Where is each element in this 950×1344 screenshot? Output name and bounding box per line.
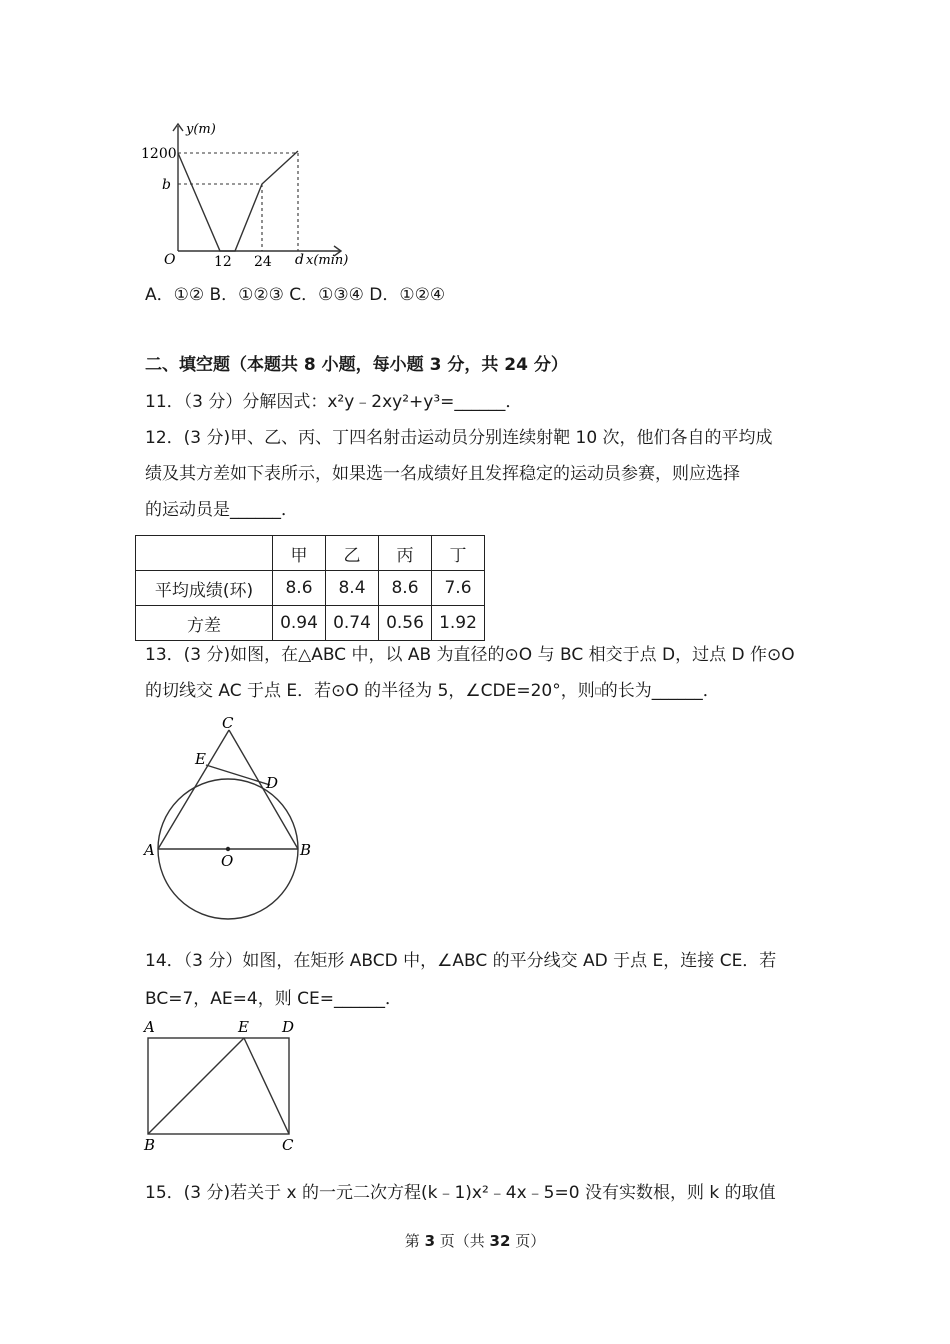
rectangle-figure xyxy=(140,1016,315,1156)
y-tick-b: b xyxy=(162,177,171,193)
bisector-be xyxy=(148,1038,244,1134)
table-cell: 乙 xyxy=(326,536,379,571)
table-row xyxy=(136,571,485,606)
graph-line xyxy=(178,151,298,251)
point-label-d: D xyxy=(282,1018,295,1036)
table-cell: 0.94 xyxy=(273,606,326,641)
q13-line1: 13．(3 分)如图，在△ABC 中，以 AB 为直径的⊙O 与 BC 相交于点 D，过点 D 作⊙O xyxy=(145,645,795,665)
table-cell: 平均成绩(环) xyxy=(136,571,273,606)
table-cell: 方差 xyxy=(136,606,273,641)
center-point xyxy=(226,847,230,851)
distance-time-graph xyxy=(140,118,360,270)
circle-triangle-figure xyxy=(140,710,320,925)
q15-text: 15．(3 分)若关于 x 的一元二次方程(k﹣1)x²﹣4x﹣5=0 没有实数根，则 k 的取值 xyxy=(145,1183,776,1203)
y-axis-label: y(m) xyxy=(186,122,216,137)
total-pages: 32 xyxy=(489,1232,511,1250)
origin-label: O xyxy=(164,252,176,268)
point-label-b: B xyxy=(300,841,312,859)
point-label-e: E xyxy=(195,750,206,768)
point-label-d: D xyxy=(266,774,279,792)
q11-text: 11．（3 分）分解因式：x²y﹣2xy²+y³=______． xyxy=(145,392,523,412)
table-cell: 8.4 xyxy=(326,571,379,606)
point-label-c: C xyxy=(222,714,234,732)
x-axis-label: x(min) xyxy=(306,253,349,268)
point-label-a: A xyxy=(144,1018,155,1036)
q12-line2: 绩及其方差如下表所示，如果选一名成绩好且发挥稳定的运动员参赛，则应选择 xyxy=(145,464,740,484)
q13-line2-part-b: 的长为______． xyxy=(600,681,720,701)
table-row xyxy=(136,606,485,641)
q13-line2 xyxy=(145,681,720,701)
page-number: 3 xyxy=(424,1232,435,1250)
footer-suffix: 页） xyxy=(510,1232,546,1250)
table-cell: 甲 xyxy=(273,536,326,571)
q12-line3: 的运动员是______． xyxy=(145,500,298,520)
segment-ce xyxy=(244,1038,289,1134)
y-tick-1200: 1200 xyxy=(141,146,177,162)
table-header-row xyxy=(136,536,485,571)
table-cell: 1.92 xyxy=(432,606,485,641)
point-label-a: A xyxy=(144,841,155,859)
point-label-b: B xyxy=(144,1136,156,1154)
x-tick-d: d xyxy=(295,252,304,268)
section2-heading: 二、填空题（本题共 8 小题，每小题 3 分，共 24 分） xyxy=(145,355,568,375)
point-label-c: C xyxy=(282,1136,294,1154)
footer-middle: 页（共 xyxy=(435,1232,490,1250)
table-cell: 7.6 xyxy=(432,571,485,606)
q13-line2-part-a: 的切线交 AC 于点 E．若⊙O 的半径为 5，∠CDE=20°，则 xyxy=(145,681,595,701)
table-cell: 8.6 xyxy=(379,571,432,606)
x-tick-24: 24 xyxy=(254,254,272,270)
footer-prefix: 第 xyxy=(404,1232,425,1250)
x-tick-12: 12 xyxy=(214,254,232,270)
table-cell: 丁 xyxy=(432,536,485,571)
point-label-o: O xyxy=(221,852,234,870)
table-cell: 丙 xyxy=(379,536,432,571)
point-label-e: E xyxy=(238,1018,249,1036)
q10-options: A．①② B．①②③ C．①③④ D．①②④ xyxy=(145,285,446,305)
q12-line1: 12．(3 分)甲、乙、丙、丁四名射击运动员分别连续射靶 10 次，他们各自的平均成 xyxy=(145,428,773,448)
score-table xyxy=(135,535,485,641)
side-ac xyxy=(158,730,229,849)
tangent-de xyxy=(206,765,270,785)
table-cell: 8.6 xyxy=(273,571,326,606)
side-bc xyxy=(229,730,298,849)
table-cell xyxy=(136,536,273,571)
table-cell: 0.56 xyxy=(379,606,432,641)
q14-line2: BC=7，AE=4，则 CE=______． xyxy=(145,989,402,1009)
page-footer xyxy=(0,1230,950,1251)
q14-line1: 14．（3 分）如图，在矩形 ABCD 中，∠ABC 的平分线交 AD 于点 E，连接 CE．若 xyxy=(145,951,777,971)
table-cell: 0.74 xyxy=(326,606,379,641)
rectangle-abcd xyxy=(148,1038,289,1134)
